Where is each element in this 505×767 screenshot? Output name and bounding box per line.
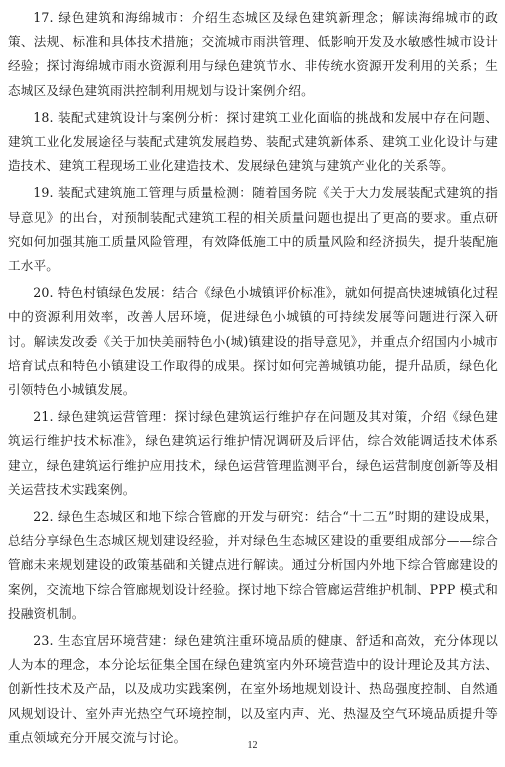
- paragraph-18: 18. 装配式建筑设计与案例分析：探讨建筑工业化面临的挑战和发展中存在问题、建筑工业化发展途径与装配式建筑发展趋势、装配式建筑新体系、建筑工业化设计与建造技术、建筑工程现场工业化建造技术、发展绿色建筑与建筑产业化的关系等。: [8, 109, 498, 174]
- paragraph-23: 23. 生态宜居环境营建：绿色建筑注重环境品质的健康、舒适和高效，充分体现以人为本的理念，本分论坛征集全国在绿色建筑室内外环境营造中的设计理论及其方法、创新性技术及产品，以及成功实践案例，在室外场地规划设计、热岛强度控制、自然通风规划设计、室外声光热空气环境控制，以及室内声、光、热湿及空气环境品质提升等重点领域充分开展交流与讨论。: [8, 633, 498, 745]
- paragraph-22: 22. 绿色生态城区和地下综合管廊的开发与研究：结合“十二五”时期的建设成果，总结分享绿色生态城区规划建设经验，并对绿色生态城区建设的重要组成部分——综合管廊未来规划建设的政策基础和关键点进行解读。通过分析国内外地下综合管廊建设的案例，交流地下综合管廊规划设计经验。探讨地下综合管廊运营维护机制、PPP 模式和投融资机制。: [8, 509, 498, 621]
- paragraph-20: 20. 特色村镇绿色发展：结合《绿色小城镇评价标准》，就如何提高快速城镇化过程中的资源利用效率，改善人居环境，促进绿色小城镇的可持续发展等问题进行深入研讨。解读发改委《关于加快美丽特色小(城)镇建设的指导意见》，并重点介绍国内小城市培育试点和特色小镇建设工作取得的成果。探讨如何完善城镇功能，提升品质，绿色化引领特色小城镇发展。: [8, 285, 498, 398]
- paragraph-19: 19. 装配式建筑施工管理与质量检测：随着国务院《关于大力发展装配式建筑的指导意见》的出台，对预制装配式建筑工程的相关质量问题也提出了更高的要求。重点研究如何加强其施工质量风险管理，有效降低施工中的质量风险和经济损失，提升装配施工水平。: [8, 185, 498, 274]
- paragraph-17: 17. 绿色建筑和海绵城市：介绍生态城区及绿色建筑新理念；解读海绵城市的政策、法规、标准和具体技术措施；交流城市雨洪管理、低影响开发及水敏感性城市设计经验；探讨海绵城市雨水资源利用与绿色建筑节水、非传统水资源开发利用的关系；生态城区及绿色建筑雨洪控制利用规划与设计案例介绍。: [8, 10, 498, 98]
- document-body: [8, 6, 498, 753]
- paragraph-21: 21. 绿色建筑运营管理：探讨绿色建筑运行维护存在问题及其对策，介绍《绿色建筑运行维护技术标准》，绿色建筑运行维护情况调研及后评估，综合效能调适技术体系建立，绿色建筑运行维护应用技术，绿色运营管理监测平台，绿色运营制度创新等及相关运营技术实践案例。: [8, 409, 498, 497]
- page-number: 12: [247, 740, 258, 751]
